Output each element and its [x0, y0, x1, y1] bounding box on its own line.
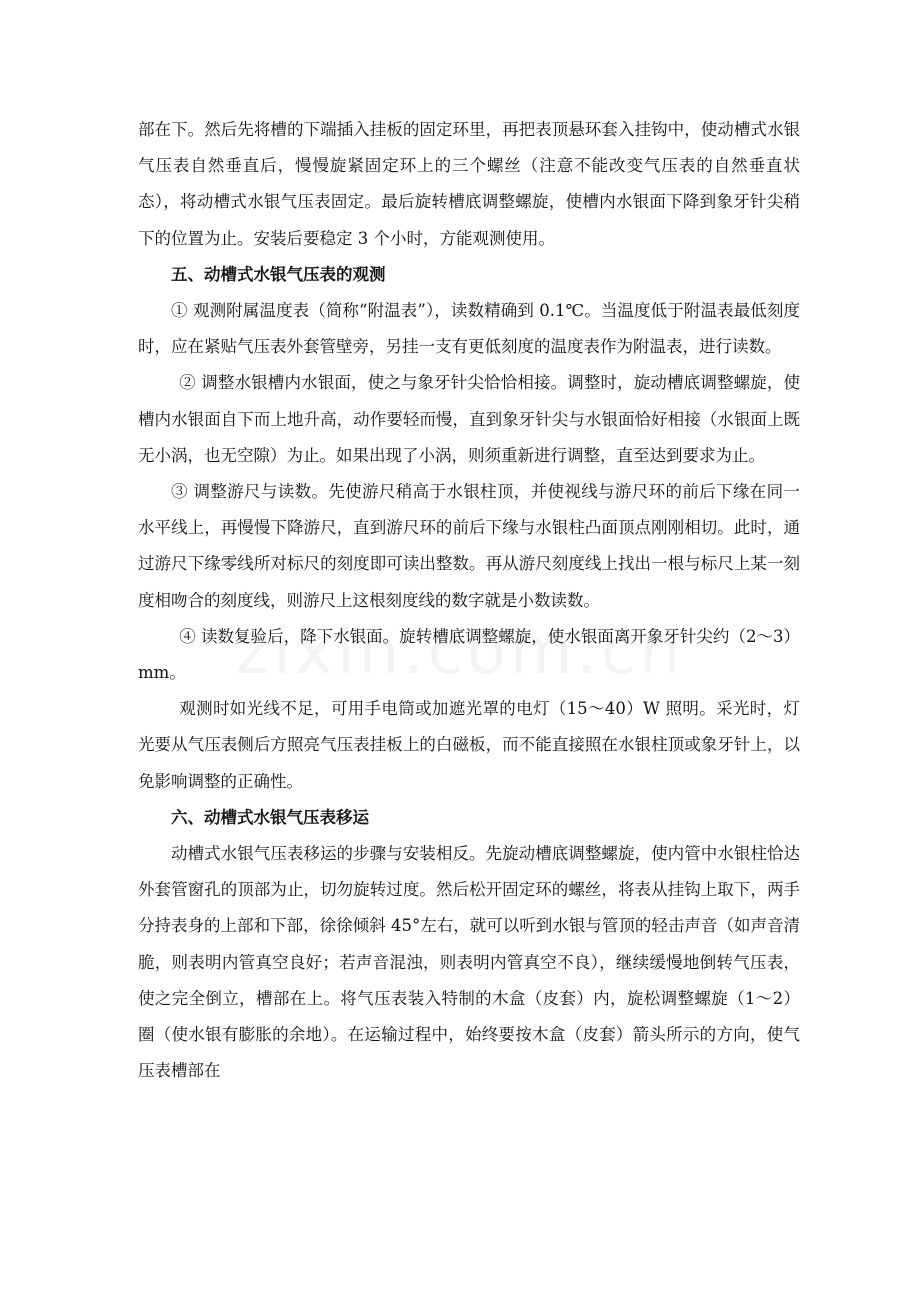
- paragraph-lighting: 观测时如光线不足，可用手电筒或加遮光罩的电灯（15～40）W 照明。采光时，灯光要从气压表侧后方照亮气压表挂板上的白磁板，而不能直接照在水银柱顶或象牙针上，以免影响调整的正确性。: [138, 699, 800, 791]
- document-body: [138, 112, 800, 1089]
- section-heading-transport: 六、动槽式水银气压表移运: [171, 807, 369, 827]
- paragraph-step-1: ① 观测附属温度表（简称“附温表”），读数精确到 0.1℃。当温度低于附温表最低刻度时，应在紧贴气压表外套管壁旁，另挂一支有更低刻度的温度表作为附温表，进行读数。: [138, 301, 800, 357]
- paragraph-step-4: ④ 读数复验后，降下水银面。旋转槽底调整螺旋，使水银面离开象牙针尖约（2～3）mm。: [138, 626, 800, 683]
- paragraph-step-3: ③ 调整游尺与读数。先使游尺稍高于水银柱顶，并使视线与游尺环的前后下缘在同一水平线上，再慢慢下降游尺，直到游尺环的前后下缘与水银柱凸面顶点刚刚相切。此时，通过游尺下缘零线所对标尺的刻度即可读出整数。再从游尺刻度线上找出一根与标尺上某一刻度相吻合的刻度线，则游尺上这根刻度线的数字就是小数读数。: [138, 482, 800, 610]
- paragraph-step-2: ② 调整水银槽内水银面，使之与象牙针尖恰恰相接。调整时，旋动槽底调整螺旋，使槽内水银面自下而上地升高，动作要轻而慢，直到象牙针尖与水银面恰好相接（水银面上既无小涡，也无空隙）为止。如果出现了小涡，则须重新进行调整，直至达到要求为止。: [138, 373, 800, 465]
- paragraph-transport: 动槽式水银气压表移运的步骤与安装相反。先旋动槽底调整螺旋，使内管中水银柱恰达外套管窗孔的顶部为止，切勿旋转过度。然后松开固定环的螺丝，将表从挂钩上取下，两手分持表身的上部和下部，徐徐倾斜 45°左右，就可以听到水银与管顶的轻击声音（如声音清脆，则表明内管真空良好；若声音混浊，则表明内管真空不良），继续缓慢地倒转气压表，使之完全倒立，槽部在上。将气压表装入特制的木盒（皮套）内，旋松调整螺旋（1～2）圈（使水银有膨胀的余地）。在运输过程中，始终要按木盒（皮套）箭头所示的方向，使气压表槽部在: [138, 844, 800, 1081]
- paragraph-installation-end: 部在下。然后先将槽的下端插入挂板的固定环里，再把表顶悬环套入挂钩中，使动槽式水银气压表自然垂直后，慢慢旋紧固定环上的三个螺丝（注意不能改变气压表的自然垂直状态），将动槽式水银气压表固定。最后旋转槽底调整螺旋，使槽内水银面下降到象牙针尖稍下的位置为止。安装后要稳定 3 个小时，方能观测使用。: [138, 120, 800, 248]
- section-heading-observation: 五、动槽式水银气压表的观测: [171, 264, 386, 284]
